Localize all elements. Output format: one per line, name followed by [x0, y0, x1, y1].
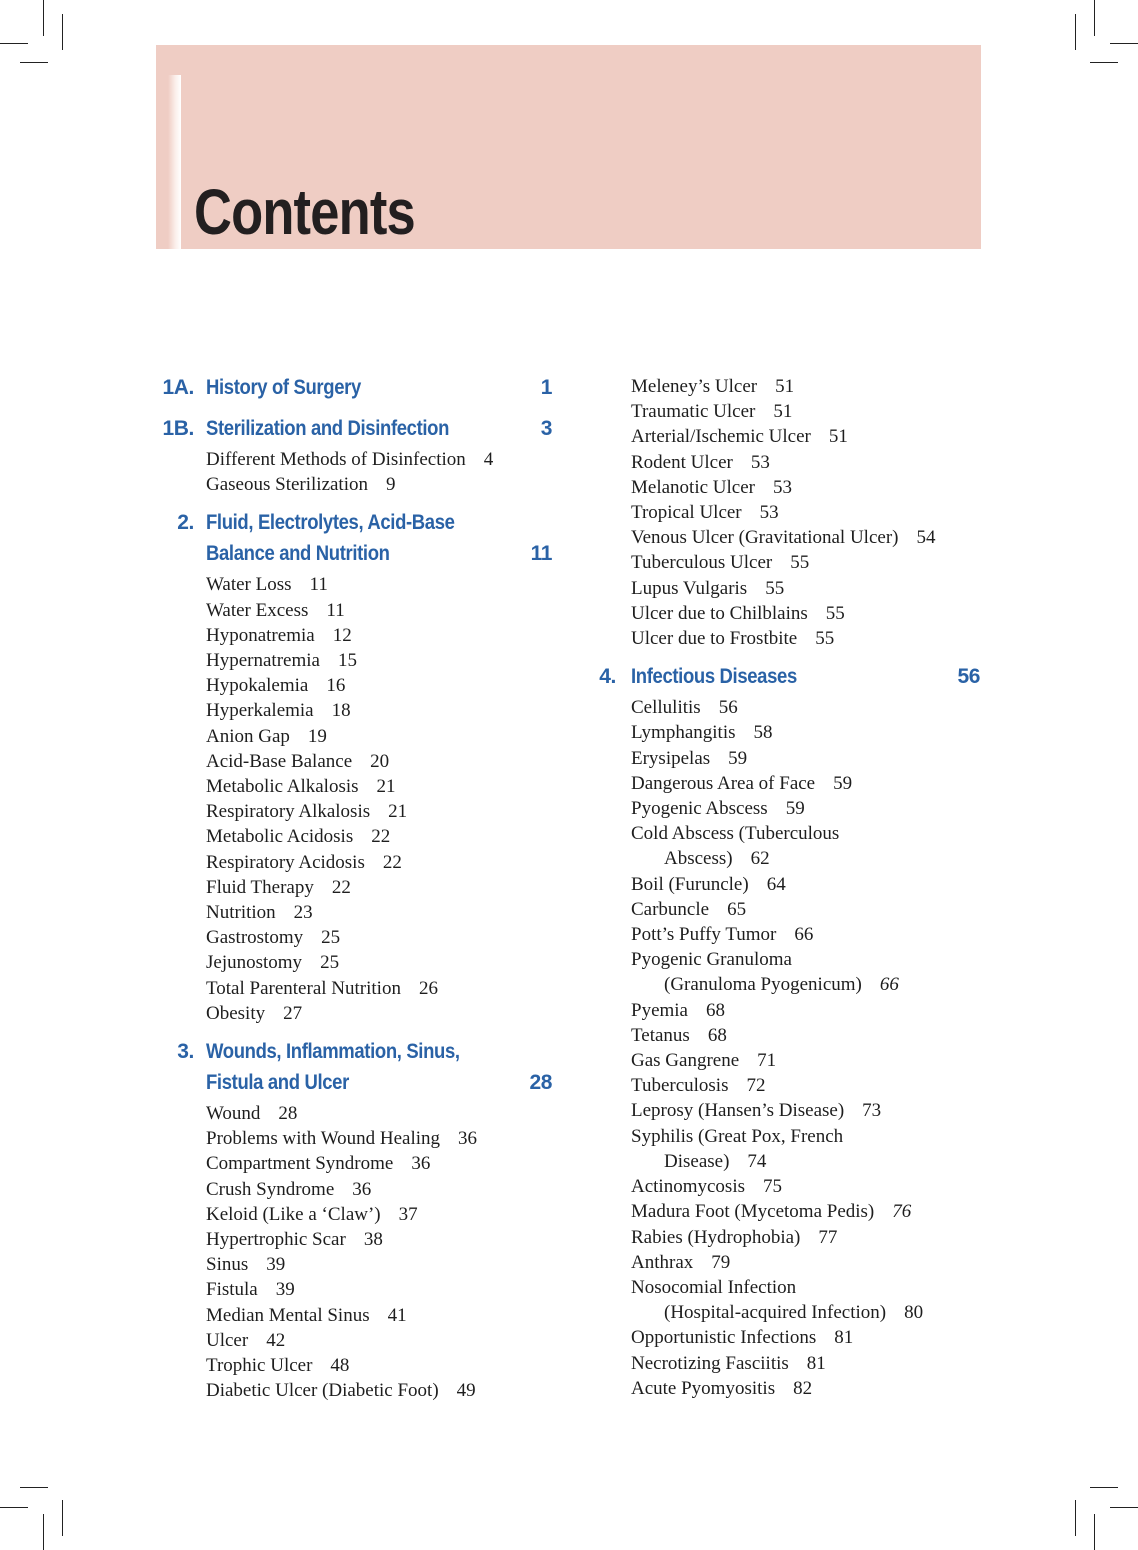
- toc-chapter: [156, 507, 556, 1026]
- crop-mark: [1094, 1514, 1095, 1550]
- toc-entry[interactable]: [594, 1098, 984, 1123]
- toc-entry-title: Hyperkalemia: [206, 700, 314, 722]
- crop-mark: [1075, 1500, 1076, 1536]
- toc-entry-page: 25: [320, 952, 340, 974]
- chapter-heading[interactable]: [156, 413, 556, 444]
- toc-entry[interactable]: [156, 799, 556, 824]
- crop-mark: [1090, 62, 1118, 63]
- toc-entry[interactable]: [594, 626, 984, 651]
- toc-entry[interactable]: [594, 500, 984, 525]
- toc-entry[interactable]: [594, 720, 984, 745]
- toc-entry-page: 39: [275, 1279, 295, 1301]
- toc-entry-page: 42: [266, 1329, 286, 1351]
- toc-entry-page: 82: [793, 1377, 813, 1399]
- toc-entry[interactable]: [594, 1023, 984, 1048]
- toc-entry-title: Leprosy (Hansen’s Disease): [631, 1100, 845, 1122]
- toc-entry[interactable]: [594, 1351, 984, 1376]
- toc-entry-title: Gastrostomy: [206, 927, 304, 949]
- toc-entry[interactable]: [594, 1225, 984, 1250]
- toc-entry[interactable]: [594, 1250, 984, 1275]
- crop-mark: [1090, 1487, 1118, 1488]
- toc-entry[interactable]: [594, 576, 984, 601]
- toc-left-column: [156, 372, 556, 1404]
- toc-entry[interactable]: [594, 947, 984, 997]
- toc-entry-list: [156, 572, 556, 1026]
- toc-entry-page: 12: [332, 624, 352, 646]
- toc-entry[interactable]: [156, 623, 556, 648]
- crop-mark: [20, 1487, 48, 1488]
- toc-entry-title: Madura Foot (Mycetoma Pedis): [631, 1201, 875, 1223]
- toc-entry-title: Gaseous Sterilization: [206, 474, 368, 496]
- toc-entry-title: Obesity: [206, 1002, 266, 1024]
- toc-entry-title: Venous Ulcer (Gravitational Ulcer): [631, 527, 899, 549]
- toc-entry-title: Pott’s Puffy Tumor: [631, 924, 777, 946]
- toc-entry-page: 56: [718, 697, 738, 719]
- toc-entry[interactable]: [156, 1101, 556, 1126]
- chapter-page: 11: [530, 542, 552, 566]
- toc-entry-page: 55: [825, 602, 845, 624]
- toc-entry-title: Hypertrophic Scar: [206, 1229, 346, 1251]
- toc-entry-page: 80: [904, 1302, 924, 1324]
- toc-entry-list: [156, 447, 556, 497]
- toc-entry-page: 26: [418, 977, 438, 999]
- toc-entry-title: Metabolic Acidosis: [206, 826, 354, 848]
- toc-entry-title: Ulcer due to Chilblains: [631, 602, 808, 624]
- toc-entry-page: 23: [293, 902, 313, 924]
- toc-entry[interactable]: [594, 1048, 984, 1073]
- toc-entry-title: Pyemia: [631, 999, 688, 1021]
- chapter-number: 1A.: [162, 376, 194, 399]
- toc-entry[interactable]: [594, 922, 984, 947]
- toc-right-column: [594, 374, 984, 1401]
- toc-entry-page: 21: [388, 801, 408, 823]
- toc-entry-title: Sinus: [206, 1254, 249, 1276]
- crop-mark: [20, 62, 48, 63]
- toc-entry-title: Different Methods of Disinfection: [206, 449, 466, 470]
- chapter-title: Infectious Diseases: [631, 665, 797, 689]
- toc-entry[interactable]: [156, 1001, 556, 1026]
- toc-entry[interactable]: [594, 424, 984, 449]
- crop-mark: [1094, 0, 1095, 36]
- toc-entry-continuation: [631, 972, 984, 997]
- toc-entry[interactable]: [156, 900, 556, 925]
- toc-entry-title: Respiratory Acidosis: [206, 851, 365, 873]
- toc-entry-title: Tetanus: [631, 1024, 690, 1046]
- toc-entry[interactable]: [156, 1252, 556, 1277]
- toc-entry-page: 28: [278, 1103, 298, 1125]
- toc-entry-title: Nosocomial Infection: [631, 1276, 797, 1298]
- toc-entry-page: 11: [326, 599, 345, 621]
- toc-entry-title: Ulcer due to Frostbite: [631, 628, 798, 650]
- toc-entry-page: 81: [834, 1327, 854, 1349]
- toc-entry-page: 59: [728, 747, 748, 769]
- toc-entry-page: 38: [363, 1229, 383, 1251]
- toc-entry-continuation-text: Disease): [664, 1150, 730, 1172]
- toc-entry-title: Arterial/Ischemic Ulcer: [631, 426, 811, 448]
- crop-mark: [62, 14, 63, 50]
- toc-entry[interactable]: [594, 821, 984, 871]
- toc-entry-page: 73: [862, 1100, 882, 1122]
- toc-entry[interactable]: [594, 601, 984, 626]
- chapter-page: 3: [540, 417, 552, 440]
- toc-entry-continuation: [631, 846, 984, 871]
- toc-entry[interactable]: [594, 746, 984, 771]
- toc-entry-title: Water Loss: [206, 574, 292, 596]
- chapter-title: History of Surgery: [206, 376, 361, 399]
- toc-entry-page: 77: [818, 1226, 838, 1248]
- toc-chapter: [156, 372, 556, 403]
- toc-entry-page: 55: [765, 577, 785, 599]
- toc-entry[interactable]: [594, 1376, 984, 1401]
- toc-entry[interactable]: [594, 475, 984, 500]
- toc-entry-title: Metabolic Alkalosis: [206, 776, 359, 798]
- chapter-heading[interactable]: [594, 661, 984, 692]
- toc-entry[interactable]: [156, 1378, 556, 1403]
- toc-entry-page: 62: [750, 848, 770, 870]
- toc-entry-title: Pyogenic Abscess: [631, 798, 768, 820]
- toc-entry[interactable]: [156, 1126, 556, 1151]
- toc-entry[interactable]: [156, 1277, 556, 1302]
- toc-entry-page: 51: [773, 401, 793, 423]
- crop-mark: [43, 1514, 44, 1550]
- toc-entry-title: Carbuncle: [631, 898, 710, 920]
- toc-entry[interactable]: [156, 1177, 556, 1202]
- chapter-number: 2.: [177, 511, 194, 535]
- toc-entry-page: 41: [387, 1304, 407, 1326]
- toc-entry-title: Anion Gap: [206, 725, 290, 747]
- toc-entry-page: 19: [307, 725, 327, 747]
- toc-entry[interactable]: [156, 598, 556, 623]
- toc-entry-page: 25: [321, 927, 341, 949]
- toc-entry-continuation-text: (Hospital-acquired Infection): [664, 1302, 887, 1324]
- toc-entry[interactable]: [594, 1073, 984, 1098]
- toc-entry-title: Melanotic Ulcer: [631, 476, 755, 498]
- toc-entry-page: 21: [376, 776, 396, 798]
- toc-entry[interactable]: [156, 447, 556, 472]
- toc-entry-page: 22: [382, 851, 402, 873]
- toc-entry[interactable]: [156, 673, 556, 698]
- toc-chapter: [594, 661, 984, 1401]
- crop-mark: [1110, 1507, 1138, 1508]
- toc-entry-title: Fluid Therapy: [206, 876, 314, 898]
- toc-entry[interactable]: [156, 648, 556, 673]
- toc-entry[interactable]: [594, 1174, 984, 1199]
- toc-entry[interactable]: [156, 925, 556, 950]
- toc-entry-title: Hypernatremia: [206, 650, 320, 672]
- crop-mark: [62, 1500, 63, 1536]
- crop-mark: [1110, 43, 1138, 44]
- toc-entry[interactable]: [594, 550, 984, 575]
- toc-entry-continuation-text: Abscess): [664, 848, 733, 870]
- chapter-heading[interactable]: [156, 1036, 556, 1098]
- toc-entry-page: 76: [892, 1201, 912, 1223]
- toc-entry-title: Hypokalemia: [206, 675, 309, 697]
- toc-chapter: [156, 1036, 556, 1403]
- toc-entry-page: 66: [879, 974, 899, 996]
- toc-entry-title: Fistula: [206, 1279, 258, 1301]
- toc-entry-title: Keloid (Like a ‘Claw’): [206, 1203, 381, 1225]
- toc-entry[interactable]: [594, 998, 984, 1023]
- toc-entry-list: [594, 695, 984, 1401]
- toc-entry-title: Pyogenic Granuloma: [631, 949, 792, 971]
- crop-mark: [0, 1507, 28, 1508]
- toc-entry-page: 36: [411, 1153, 431, 1175]
- toc-entry-title: Opportunistic Infections: [631, 1327, 817, 1349]
- toc-entry-page: 4: [483, 449, 494, 470]
- toc-entry-page: 36: [352, 1178, 372, 1200]
- toc-entry-page: 53: [759, 502, 779, 524]
- toc-entry-page: 9: [386, 474, 396, 496]
- toc-entry-title: Actinomycosis: [631, 1176, 745, 1198]
- toc-entry-continuation-text: (Granuloma Pyogenicum): [664, 974, 862, 996]
- toc-entry[interactable]: [156, 1227, 556, 1252]
- toc-entry-title: Diabetic Ulcer (Diabetic Foot): [206, 1380, 439, 1402]
- toc-entry-title: Hyponatremia: [206, 624, 315, 646]
- toc-entry-title: Acute Pyomyositis: [631, 1377, 776, 1399]
- toc-entry-page: 22: [371, 826, 391, 848]
- toc-entry-title: Nutrition: [206, 902, 276, 924]
- toc-entry-continuation: [631, 1149, 984, 1174]
- toc-entry-list: [594, 374, 984, 651]
- toc-entry-page: 58: [753, 722, 773, 744]
- toc-entry-title: Lymphangitis: [631, 722, 736, 744]
- toc-entry[interactable]: [156, 749, 556, 774]
- toc-entry-page: 65: [727, 898, 747, 920]
- toc-entry[interactable]: [156, 824, 556, 849]
- toc-entry[interactable]: [156, 698, 556, 723]
- chapter-number: 3.: [177, 1040, 194, 1064]
- toc-entry-title: Jejunostomy: [206, 952, 303, 974]
- toc-entry[interactable]: [594, 1275, 984, 1325]
- toc-entry[interactable]: [156, 875, 556, 900]
- toc-entry-page: 53: [772, 476, 792, 498]
- chapter-title: Wounds, Inflammation, Sinus, Fistula and Ulcer: [206, 1040, 460, 1095]
- toc-entry-title: Cellulitis: [631, 697, 701, 719]
- chapter-heading[interactable]: [156, 507, 556, 569]
- chapter-title: Sterilization and Disinfection: [206, 417, 450, 440]
- toc-entry[interactable]: [156, 1151, 556, 1176]
- chapter-number: 1B.: [162, 417, 194, 440]
- toc-entry[interactable]: [594, 897, 984, 922]
- toc-entry-title: Rodent Ulcer: [631, 451, 733, 473]
- toc-entry-page: 49: [456, 1380, 476, 1402]
- toc-entry-page: 11: [309, 574, 328, 596]
- toc-entry[interactable]: [156, 950, 556, 975]
- toc-entry-title: Rabies (Hydrophobia): [631, 1226, 801, 1248]
- toc-entry-title: Tuberculous Ulcer: [631, 552, 773, 574]
- toc-entry-title: Necrotizing Fasciitis: [631, 1352, 789, 1374]
- toc-entry-title: Crush Syndrome: [206, 1178, 335, 1200]
- toc-entry[interactable]: [594, 872, 984, 897]
- chapter-page: 56: [957, 665, 980, 689]
- toc-entry-title: Dangerous Area of Face: [631, 772, 816, 794]
- toc-entry[interactable]: [594, 374, 984, 399]
- crop-mark: [43, 0, 44, 36]
- toc-entry[interactable]: [156, 724, 556, 749]
- toc-entry-page: 68: [706, 999, 725, 1021]
- toc-entry-page: 79: [711, 1251, 731, 1273]
- toc-entry[interactable]: [156, 1353, 556, 1378]
- toc-entry-title: Meleney’s Ulcer: [631, 376, 758, 397]
- toc-entry-list: [156, 1101, 556, 1403]
- toc-entry[interactable]: [156, 1202, 556, 1227]
- chapter-page: 1: [540, 376, 552, 399]
- toc-entry-page: 37: [398, 1203, 418, 1225]
- toc-entry-page: 18: [331, 700, 351, 722]
- toc-entry-page: 59: [785, 798, 805, 820]
- toc-entry[interactable]: [594, 450, 984, 475]
- toc-entry-page: 15: [337, 650, 357, 672]
- toc-entry-page: 20: [370, 750, 390, 772]
- toc-entry[interactable]: [156, 1328, 556, 1353]
- toc-entry[interactable]: [594, 399, 984, 424]
- toc-entry[interactable]: [594, 525, 984, 550]
- toc-entry[interactable]: [156, 572, 556, 597]
- toc-entry[interactable]: [594, 796, 984, 821]
- toc-entry-page: 54: [916, 527, 936, 549]
- toc-entry[interactable]: [594, 695, 984, 720]
- toc-entry-title: Tropical Ulcer: [631, 502, 742, 524]
- toc-entry-page: 48: [330, 1355, 350, 1377]
- chapter-title: Fluid, Electrolytes, Acid-Base Balance and Nutrition: [206, 511, 455, 566]
- toc-entry-page: 22: [331, 876, 351, 898]
- toc-entry-title: Syphilis (Great Pox, French: [631, 1125, 844, 1147]
- toc-entry-title: Problems with Wound Healing: [206, 1128, 441, 1150]
- toc-entry-page: 72: [746, 1075, 766, 1097]
- toc-entry[interactable]: [594, 1124, 984, 1174]
- toc-entry-title: Traumatic Ulcer: [631, 401, 756, 423]
- chapter-number: 4.: [599, 665, 616, 689]
- toc-continued-section: [594, 374, 984, 651]
- toc-entry-title: Cold Abscess (Tuberculous: [631, 823, 840, 845]
- toc-entry-page: 27: [283, 1002, 303, 1024]
- toc-entry-page: 51: [828, 426, 848, 448]
- toc-entry-page: 55: [815, 628, 835, 650]
- toc-entry-page: 71: [757, 1050, 777, 1072]
- toc-entry-page: 64: [766, 873, 786, 895]
- toc-entry-title: Water Excess: [206, 599, 309, 621]
- toc-entry-page: 68: [707, 1024, 727, 1046]
- toc-entry-title: Tuberculosis: [631, 1075, 729, 1097]
- toc-entry-page: 16: [326, 675, 346, 697]
- toc-entry-page: 39: [266, 1254, 286, 1276]
- crop-mark: [0, 43, 28, 44]
- chapter-page: 28: [529, 1071, 552, 1095]
- toc-entry-page: 81: [806, 1352, 826, 1374]
- crop-mark: [1075, 14, 1076, 50]
- toc-entry-title: Lupus Vulgaris: [631, 577, 748, 599]
- toc-entry-page: 59: [833, 772, 853, 794]
- toc-entry[interactable]: [156, 472, 556, 497]
- toc-entry-page: 66: [794, 924, 814, 946]
- toc-entry-page: 74: [747, 1150, 767, 1172]
- chapter-heading[interactable]: [156, 372, 556, 403]
- toc-entry-page: 36: [458, 1128, 478, 1150]
- toc-entry-title: Gas Gangrene: [631, 1050, 740, 1072]
- toc-entry-title: Respiratory Alkalosis: [206, 801, 371, 823]
- toc-entry-title: Ulcer: [206, 1329, 249, 1351]
- toc-entry[interactable]: [594, 1199, 984, 1224]
- toc-entry[interactable]: [594, 771, 984, 796]
- toc-entry-title: Boil (Furuncle): [631, 873, 749, 895]
- toc-entry-title: Acid-Base Balance: [206, 750, 353, 772]
- toc-entry[interactable]: [156, 976, 556, 1001]
- toc-entry-title: Median Mental Sinus: [206, 1304, 370, 1326]
- toc-entry-page: 51: [775, 376, 795, 397]
- toc-entry-title: Compartment Syndrome: [206, 1153, 394, 1175]
- toc-entry[interactable]: [594, 1325, 984, 1350]
- toc-chapter: [156, 413, 556, 497]
- toc-entry[interactable]: [156, 774, 556, 799]
- header-accent-strip: [168, 75, 181, 249]
- toc-entry-page: 55: [790, 552, 810, 574]
- toc-entry-page: 75: [763, 1176, 782, 1198]
- toc-entry-page: 53: [750, 451, 770, 473]
- page-title: Contents: [194, 176, 415, 248]
- toc-entry-title: Total Parenteral Nutrition: [206, 977, 401, 999]
- toc-entry[interactable]: [156, 850, 556, 875]
- toc-entry[interactable]: [156, 1303, 556, 1328]
- toc-entry-continuation: [631, 1300, 984, 1325]
- toc-entry-title: Erysipelas: [631, 747, 711, 769]
- toc-entry-title: Wound: [206, 1103, 261, 1125]
- toc-entry-title: Anthrax: [631, 1251, 694, 1273]
- toc-entry-title: Trophic Ulcer: [206, 1355, 313, 1377]
